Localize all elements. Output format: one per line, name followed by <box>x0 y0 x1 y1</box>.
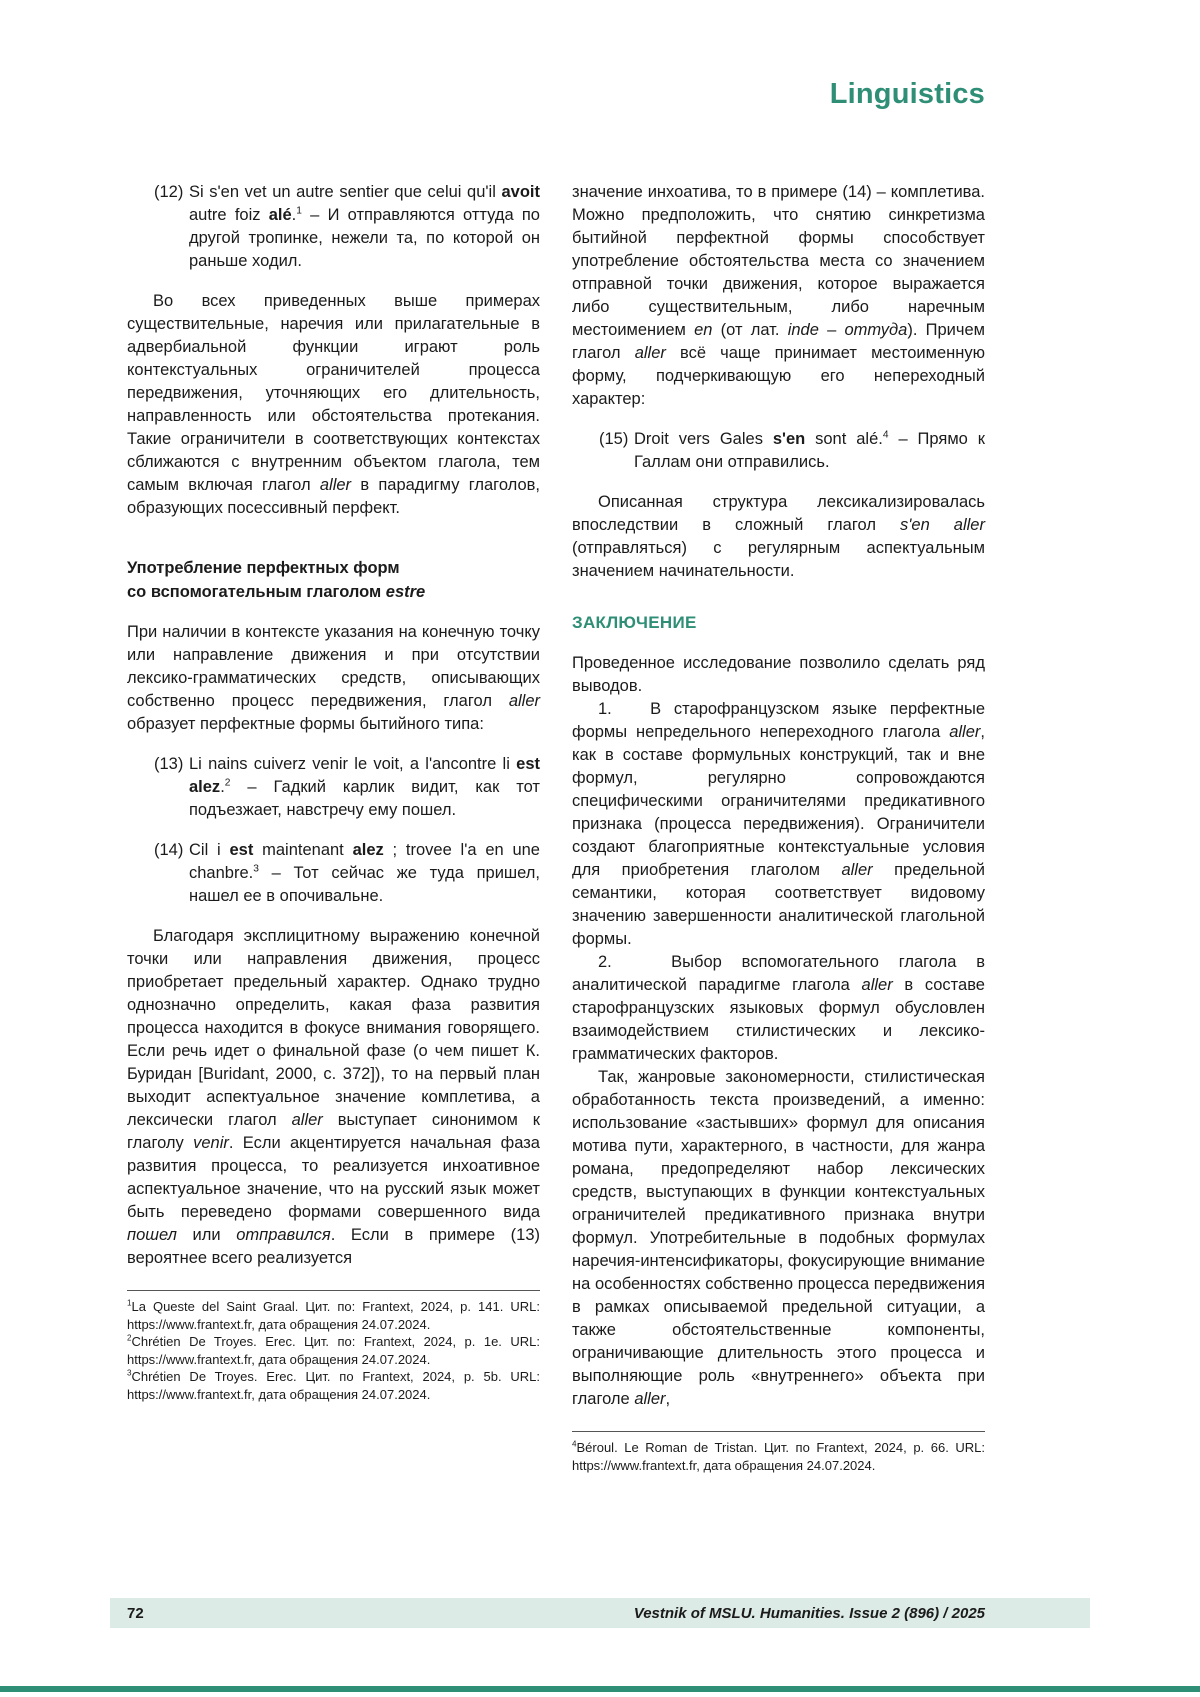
paragraph: Во всех приведенных выше примерах существительные, наречия или прилагательные в адвербиальной функции играют роль контекстуальных ограничителей процесса передвижения, уточняющих его длительность, направленность или обстоятельства протекания. Такие ограничители в соответствующих контекстах сближаются с внутренним объектом глагола, тем самым включая глагол aller в парадигму глаголов, образующих посессивный перфект. <box>127 292 540 517</box>
footnotes-right <box>572 1431 985 1474</box>
example-number: (12) <box>154 183 184 201</box>
footnotes-left <box>127 1290 540 1403</box>
right-column <box>572 181 985 1474</box>
running-head: Linguistics <box>829 78 985 110</box>
example-13 <box>127 753 540 822</box>
paragraph-numbered-1: 1. В старофранцузском языке перфектные формы непредельного непереходного глагола aller, как в составе формульных конструкций, так и вне формул, регулярно сопровождаются специфическими ограничителями предикативного признака (процесса передвижения). Ограничители создают благоприятные контекстуальные условия для приобретения глаголом aller предельной семантики, которая соответствует видовому значению завершенности аналитической глагольной формы. <box>572 700 986 948</box>
bottom-rule <box>0 1686 1200 1692</box>
section-subheading <box>127 556 540 604</box>
example-number: (15) <box>599 430 629 448</box>
conclusion-heading: ЗАКЛЮЧЕНИЕ <box>572 613 697 632</box>
footer-bar <box>110 1598 1090 1628</box>
paragraph: значение инхоатива, то в примере (14) – комплетива. Можно предположить, что снятию синкретизма бытийной перфектной формы способствует употребление обстоятельства места со значением отправной точки движения, которое выражается либо существительным, либо наречным местоимением en (от лат. inde – оттуда). Причем глагол aller всё чаще принимает местоименную форму, подчеркивающую его непереходный характер: <box>572 183 985 408</box>
example-text: Li nains cuiverz venir le voit, a l'ancontre li est alez.$^2$ – Гадкий карлик видит, как тот подъезжает, навстречу ему пошел. <box>189 755 540 819</box>
paragraph: При наличии в контексте указания на конечную точку или направление движения и при отсутствии лексико-грамматических средств, описывающих собственно процесс передвижения, глагол aller образует перфектные формы бытийного типа: <box>127 623 540 733</box>
left-column <box>127 181 540 1403</box>
paragraph: Благодаря эксплицитному выражению конечной точки или направления движения, процесс приобретает предельный характер. Однако трудно однозначно определить, какая фаза развития процесса находится в фокусе внимания говорящего. Если речь идет о финальной фазе (о чем пишет К. Буридан [Buridant, 2000, с. 372]), то на первый план выходит аспектуальное значение комплетива, а лексически глагол aller выступает синонимом к глаголу venir. Если акцентируется начальная фаза развития процесса, то реализуется инхоативное аспектуальное значение, что на русский язык может быть переведено формами совершенного вида пошел или отправился. Если в примере (13) вероятнее всего реализуется <box>127 927 540 1267</box>
paragraph-numbered-2: 2. Выбор вспомогательного глагола в аналитической парадигме глагола aller в составе старофранцузских языковых формул обусловлен взаимодействием стилистических и лексико-грамматических факторов. <box>572 953 985 1063</box>
example-text: Cil i est maintenant alez ; trovee l'a en une chanbre.$^3$ – Тот сейчас же туда пришел, нашел ее в опочивальне. <box>189 841 540 905</box>
paragraph: Так, жанровые закономерности, стилистическая обработанность текста произведений, а именно: использование «застывших» формул для описания мотива пути, характерного, в частности, для жанра романа, предопределяют набор лексических средств, выступающих в функции контекстуальных ограничителей предикативного признака внутри формул. Употребительные в подобных формулах наречия-интенсификаторы, фокусирующие внимание на особенностях собственно процесса передвижения в рамках описываемой предельной ситуации, а также обстоятельственные компоненты, ограничивающие длительность этого процесса и выполняющие роль «внутреннего» объекта при глаголе aller, <box>572 1068 985 1408</box>
footnote: $^3$Chrétien De Troyes. Erec. Цит. по Frantext, 2024, p. 5b. URL: https://www.frantext.fr, дата обращения 24.07.2024. <box>127 1368 540 1402</box>
paragraph: Проведенное исследование позволило сделать ряд выводов. <box>572 654 985 695</box>
footnote: $^1$La Queste del Saint Graal. Цит. по: Frantext, 2024, p. 141. URL: https://www.frantext.fr, дата обращения 24.07.2024. <box>127 1298 540 1332</box>
example-12 <box>127 181 540 273</box>
journal-title: Vestnik of MSLU. Humanities. Issue 2 (896) / 2025 <box>633 1604 985 1622</box>
paragraph: Описанная структура лексикализировалась впоследствии в сложный глагол s'en aller (отправляться) с регулярным аспектуальным значением начинательности. <box>572 493 985 580</box>
example-text: Si s'en vet un autre sentier que celui qu'il avoit autre foiz alé.$^1$ – И отправляются оттуда по другой тропинке, нежели та, по которой он раньше ходил. <box>189 183 540 270</box>
example-text: Droit vers Gales s'en sont alé.$^4$ – Прямо к Галлам они отправились. <box>634 429 985 471</box>
footnote: $^4$Béroul. Le Roman de Tristan. Цит. по Frantext, 2024, p. 66. URL: https://www.frantext.fr, дата обращения 24.07.2024. <box>572 1439 985 1473</box>
subheading-line: со вспомогательным глаголом estre <box>127 583 426 601</box>
footnote: $^2$Chrétien De Troyes. Erec. Цит. по: Frantext, 2024, p. 1e. URL: https://www.frantext.fr, дата обращения 24.07.2024. <box>127 1333 540 1367</box>
example-number: (14) <box>154 841 184 859</box>
example-number: (13) <box>154 755 184 773</box>
example-15 <box>572 428 985 474</box>
example-14 <box>127 839 540 908</box>
page-number: 72 <box>127 1604 144 1622</box>
subheading-line: Употребление перфектных форм <box>127 559 400 577</box>
